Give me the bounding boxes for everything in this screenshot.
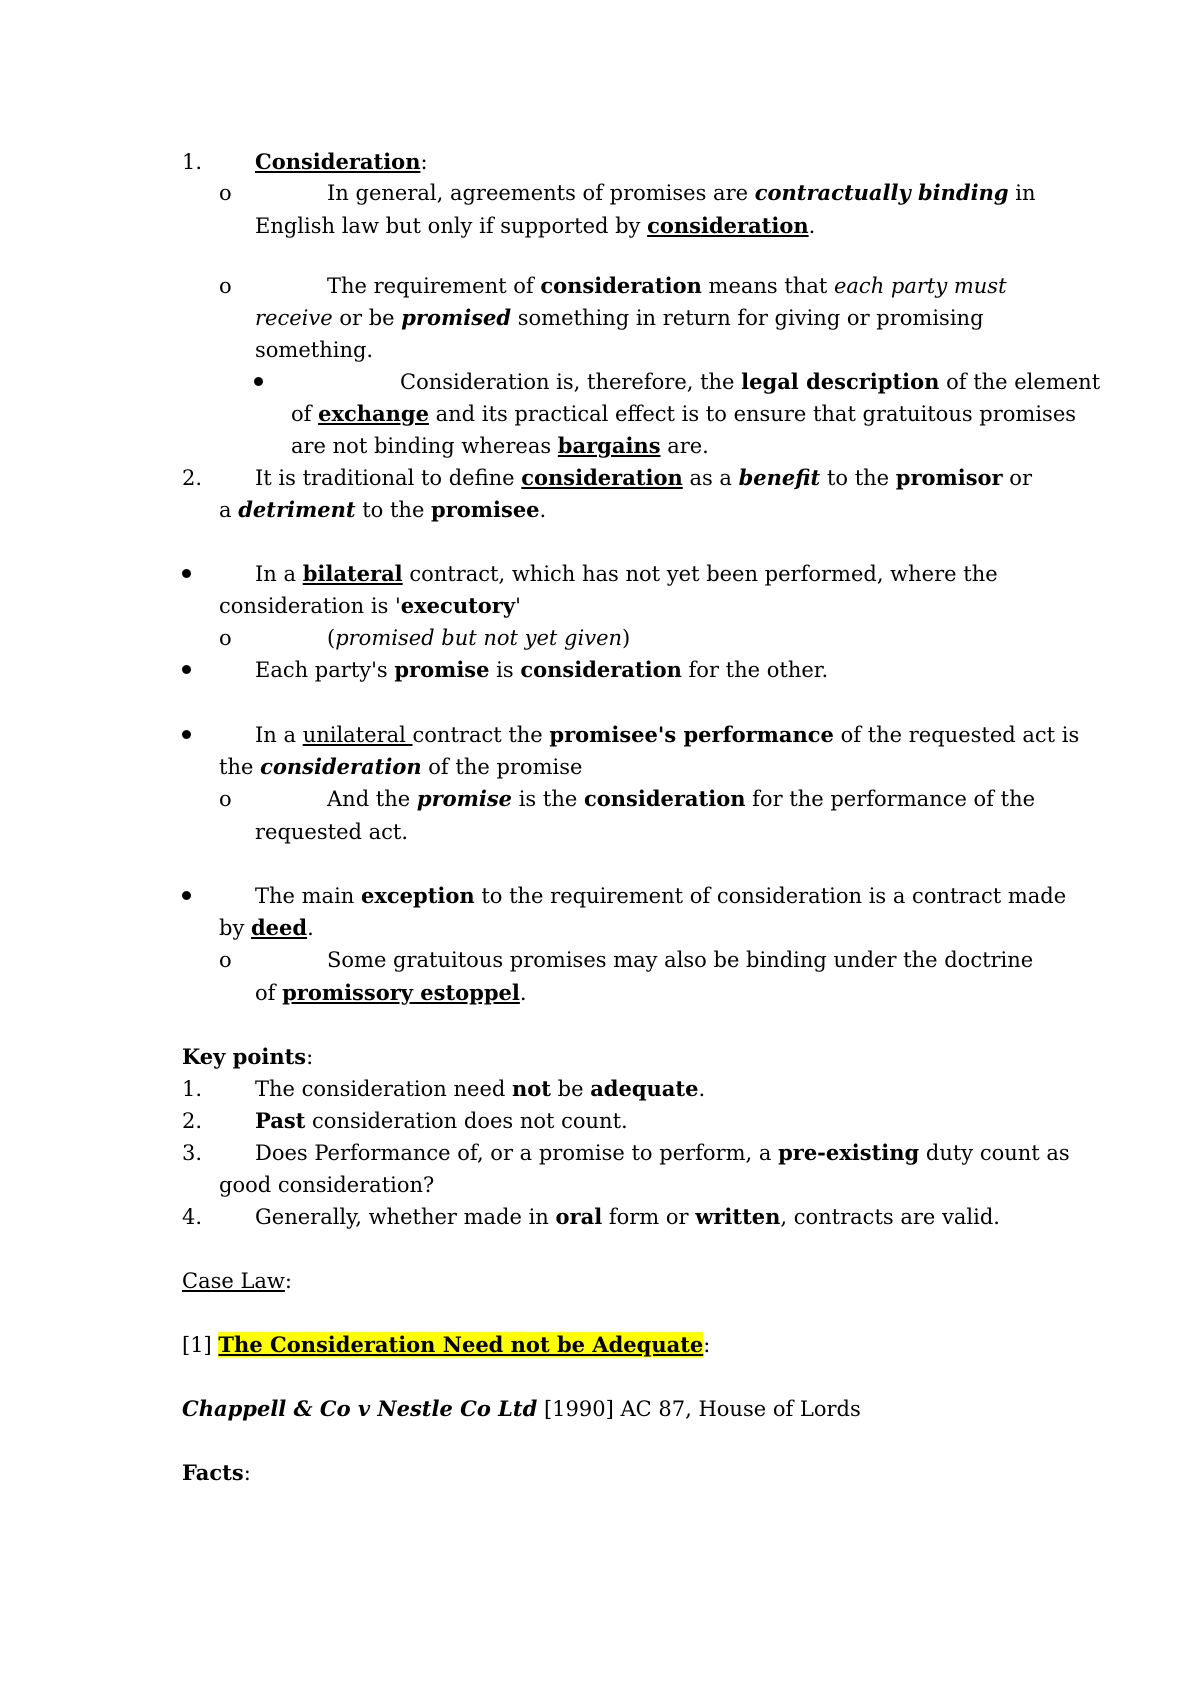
paragraph-line bbox=[255, 1201, 1000, 1233]
paragraph-line bbox=[219, 1169, 434, 1201]
emphasis-text: exception bbox=[360, 883, 475, 908]
text: In a bbox=[255, 562, 303, 586]
paragraph-line bbox=[219, 494, 546, 526]
paragraph-line bbox=[400, 366, 1100, 398]
emphasis-text: unilateral bbox=[302, 723, 413, 747]
emphasis-text: promisee bbox=[431, 497, 540, 522]
emphasis-text: detriment bbox=[238, 497, 356, 522]
paragraph-line bbox=[255, 1073, 705, 1105]
text: ' bbox=[515, 594, 521, 618]
heading-text: Case Law bbox=[182, 1269, 285, 1293]
text: The consideration need bbox=[255, 1077, 512, 1101]
text: : bbox=[703, 1333, 711, 1357]
bullet-dot bbox=[182, 558, 191, 590]
list-number: 2. bbox=[182, 1109, 203, 1133]
paragraph-line bbox=[219, 912, 314, 944]
paragraph-line bbox=[255, 1105, 628, 1137]
paragraph-line bbox=[255, 334, 373, 366]
text: means that bbox=[701, 274, 834, 298]
emphasis-text: promissory estoppel bbox=[282, 980, 520, 1005]
heading-colon: : bbox=[306, 1045, 314, 1069]
text: . bbox=[698, 1077, 706, 1101]
case-law-heading bbox=[182, 1265, 292, 1297]
text: something in return for giving or promising bbox=[511, 306, 984, 330]
emphasis-text: promise bbox=[394, 657, 490, 682]
paragraph-line bbox=[291, 430, 709, 462]
emphasis-text: bilateral bbox=[302, 561, 403, 586]
text: a bbox=[219, 498, 239, 522]
text: is the bbox=[512, 787, 584, 811]
list-number: 1. bbox=[182, 150, 203, 174]
text: by bbox=[219, 916, 251, 940]
emphasis-text: promised but not yet given bbox=[335, 626, 623, 650]
heading-text: Facts bbox=[182, 1460, 244, 1485]
text: And the bbox=[327, 787, 417, 811]
text: ) bbox=[622, 626, 631, 650]
bullet-dot bbox=[182, 654, 191, 686]
text: for the performance of the bbox=[745, 787, 1036, 811]
text: . bbox=[519, 981, 527, 1005]
text: of bbox=[255, 981, 283, 1005]
emphasis-text: consideration bbox=[521, 465, 683, 490]
emphasis-text: pre-existing bbox=[778, 1140, 920, 1165]
text: Generally, whether made in bbox=[255, 1205, 556, 1229]
paragraph-line bbox=[255, 977, 527, 1009]
paragraph-line bbox=[219, 751, 582, 783]
text: . bbox=[539, 498, 547, 522]
emphasis-text: executory bbox=[400, 593, 516, 618]
text: Does Performance of, or a promise to perform, a bbox=[255, 1141, 779, 1165]
text: contract, which has not yet been performed, where the bbox=[402, 562, 998, 586]
heading-colon: : bbox=[420, 150, 428, 174]
emphasis-text: benefit bbox=[738, 465, 821, 490]
section-heading bbox=[182, 1329, 710, 1361]
text: of the requested act is bbox=[833, 723, 1080, 747]
paragraph-line bbox=[291, 398, 1076, 430]
paragraph-line bbox=[255, 1137, 1070, 1169]
emphasis-text: oral bbox=[555, 1204, 603, 1229]
paragraph-line bbox=[255, 816, 408, 848]
paragraph-line bbox=[255, 302, 984, 334]
heading-text: Consideration bbox=[255, 149, 421, 174]
paragraph-line bbox=[255, 558, 998, 590]
heading-consideration bbox=[255, 146, 428, 178]
case-citation bbox=[182, 1393, 861, 1425]
bullet-dot bbox=[182, 880, 191, 912]
emphasis-text: consideration bbox=[647, 213, 809, 238]
text: or be bbox=[332, 306, 402, 330]
paragraph-line bbox=[255, 880, 1066, 912]
text: and its practical effect is to ensure that gratuitous promises bbox=[428, 402, 1077, 426]
text: be bbox=[550, 1077, 591, 1101]
text: . bbox=[307, 916, 314, 940]
text: The main bbox=[255, 884, 361, 908]
text: requested act. bbox=[255, 820, 409, 844]
emphasis-text: consideration bbox=[520, 657, 682, 682]
emphasis-text: promisee's performance bbox=[549, 722, 834, 747]
facts-heading bbox=[182, 1457, 251, 1489]
paragraph-line bbox=[255, 719, 1079, 751]
text: the bbox=[219, 755, 261, 779]
emphasis-text: promisor bbox=[895, 465, 1003, 490]
emphasis-text: consideration bbox=[540, 273, 702, 298]
text: to the requirement of consideration is a contract made bbox=[474, 884, 1067, 908]
paragraph-line bbox=[327, 177, 1035, 209]
text: In a bbox=[255, 723, 303, 747]
text: of the element bbox=[939, 370, 1101, 394]
emphasis-text: consideration bbox=[583, 786, 746, 811]
emphasis-text: exchange bbox=[318, 401, 429, 426]
text: English law but only if supported by bbox=[255, 214, 648, 238]
text: ( bbox=[327, 626, 336, 650]
emphasis-text: promised bbox=[401, 305, 512, 330]
paragraph-line bbox=[255, 462, 1032, 494]
text: something. bbox=[255, 338, 374, 362]
sub-bullet-marker: o bbox=[219, 948, 232, 972]
case-name: Chappell & Co v Nestle Co Ltd bbox=[182, 1396, 538, 1421]
paragraph-line bbox=[255, 654, 828, 686]
citation-text: [1990] AC 87, House of Lords bbox=[537, 1397, 861, 1421]
emphasis-text: deed bbox=[250, 915, 308, 940]
list-number: 4. bbox=[182, 1205, 203, 1229]
text: to the bbox=[820, 466, 896, 490]
text: Each party's bbox=[255, 658, 395, 682]
list-number: 1. bbox=[182, 1077, 203, 1101]
emphasis-text: receive bbox=[255, 306, 333, 330]
emphasis-text: not bbox=[511, 1076, 551, 1101]
text: In general, agreements of promises are bbox=[327, 181, 755, 205]
sub-bullet-marker: o bbox=[219, 181, 232, 205]
sub-bullet-marker: o bbox=[219, 274, 232, 298]
text: The requirement of bbox=[327, 274, 541, 298]
text: are not binding whereas bbox=[291, 434, 558, 458]
text: . bbox=[808, 214, 816, 238]
emphasis-text: consideration bbox=[260, 754, 422, 779]
bullet-dot bbox=[182, 719, 191, 751]
paragraph-line bbox=[219, 590, 521, 622]
text: , contracts are valid. bbox=[780, 1205, 1000, 1229]
text: is bbox=[489, 658, 521, 682]
text: [1] bbox=[182, 1333, 219, 1357]
emphasis-text: Past bbox=[255, 1108, 306, 1133]
text: or bbox=[1002, 466, 1032, 490]
paragraph-line bbox=[327, 783, 1035, 815]
text: Consideration is, therefore, the bbox=[400, 370, 742, 394]
text: consideration is ' bbox=[219, 594, 401, 618]
heading-text: Key points bbox=[182, 1044, 307, 1069]
bullet-dot bbox=[254, 366, 263, 398]
text: It is traditional to define bbox=[255, 466, 522, 490]
text: contract the bbox=[412, 723, 550, 747]
sub-bullet-marker: o bbox=[219, 787, 232, 811]
emphasis-text: promise bbox=[416, 786, 513, 811]
key-points-heading bbox=[182, 1041, 313, 1073]
emphasis-text: each party must bbox=[833, 274, 1007, 298]
emphasis-text: written bbox=[695, 1204, 781, 1229]
highlighted-heading: The Consideration Need not be Adequate bbox=[218, 1332, 704, 1357]
list-number: 2. bbox=[182, 466, 203, 490]
paragraph-line bbox=[327, 622, 630, 654]
paragraph-line bbox=[327, 270, 1007, 302]
text: in bbox=[1008, 181, 1036, 205]
paragraph-line bbox=[327, 944, 1033, 976]
heading-colon: : bbox=[284, 1269, 292, 1293]
text: are. bbox=[660, 434, 709, 458]
emphasis-text: adequate bbox=[590, 1076, 699, 1101]
text: as a bbox=[682, 466, 739, 490]
heading-colon: : bbox=[243, 1461, 251, 1485]
text: form or bbox=[602, 1205, 696, 1229]
text: of the promise bbox=[421, 755, 583, 779]
text: for the other. bbox=[681, 658, 829, 682]
emphasis-text: legal description bbox=[741, 369, 940, 394]
text: consideration does not count. bbox=[305, 1109, 628, 1133]
text: to the bbox=[355, 498, 432, 522]
emphasis-text: contractually binding bbox=[754, 180, 1009, 205]
text: of bbox=[291, 402, 319, 426]
paragraph-line bbox=[255, 210, 815, 242]
list-number: 3. bbox=[182, 1141, 203, 1165]
sub-bullet-marker: o bbox=[219, 626, 232, 650]
text: good consideration? bbox=[219, 1173, 435, 1197]
emphasis-text: bargains bbox=[557, 433, 661, 458]
text: Some gratuitous promises may also be binding under the doctrine bbox=[327, 948, 1034, 972]
text: duty count as bbox=[919, 1141, 1070, 1165]
